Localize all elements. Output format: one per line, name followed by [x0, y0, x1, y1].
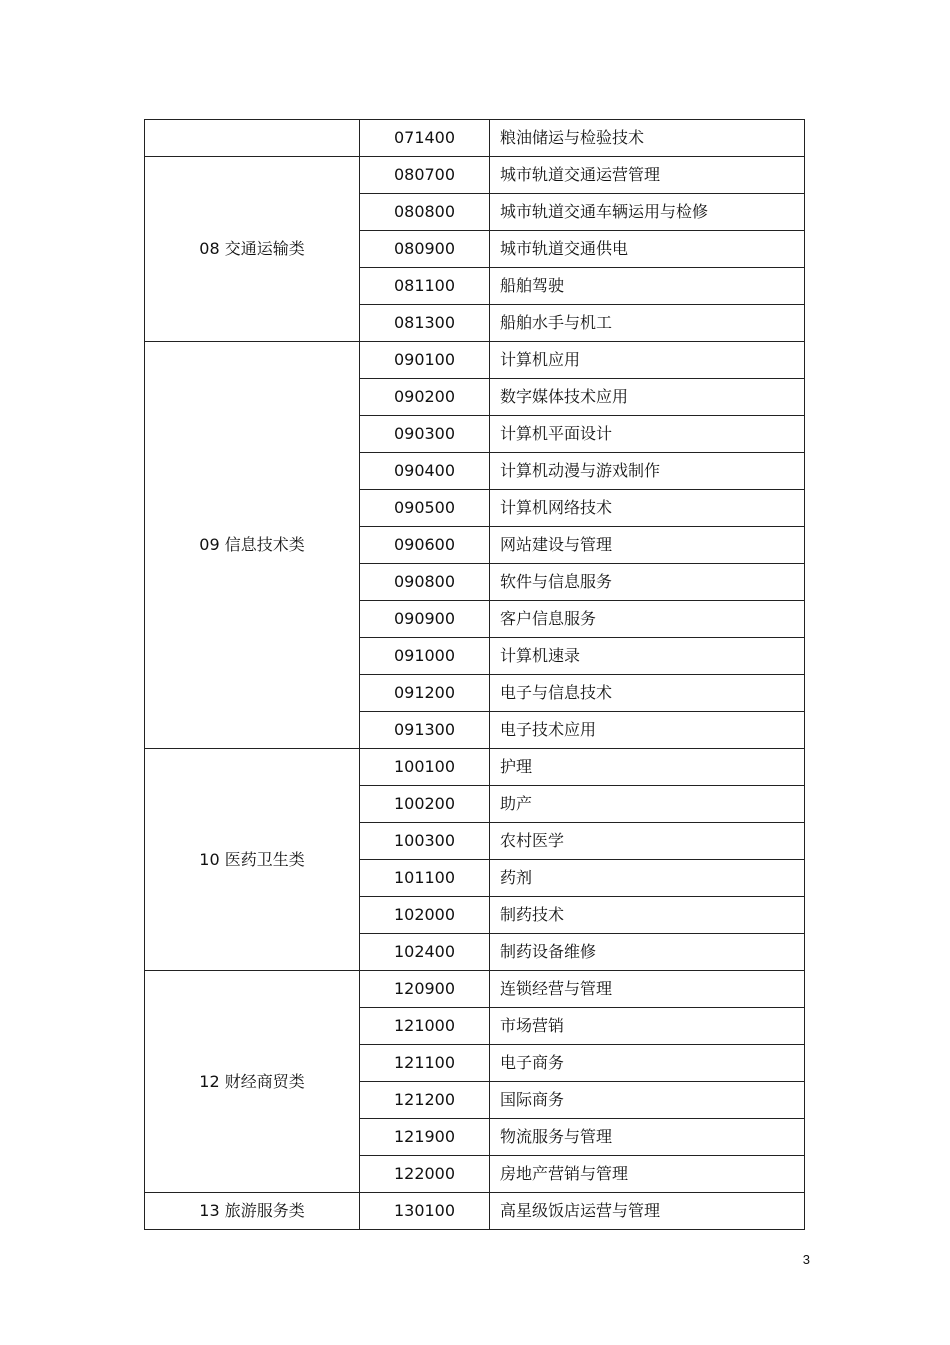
major-name-cell: 房地产营销与管理 [490, 1156, 805, 1193]
majors-table [144, 119, 805, 1230]
table-row [145, 120, 805, 157]
major-name-cell: 数字媒体技术应用 [490, 379, 805, 416]
major-code-cell: 102400 [360, 934, 490, 971]
major-name-cell: 计算机应用 [490, 342, 805, 379]
major-code-cell: 091000 [360, 638, 490, 675]
major-name-cell: 助产 [490, 786, 805, 823]
major-name-cell: 护理 [490, 749, 805, 786]
major-name-cell: 船舶驾驶 [490, 268, 805, 305]
major-name-cell: 电子技术应用 [490, 712, 805, 749]
category-cell: 08 交通运输类 [145, 157, 360, 342]
major-name-cell: 电子与信息技术 [490, 675, 805, 712]
major-name-cell: 电子商务 [490, 1045, 805, 1082]
table-row [145, 157, 805, 194]
major-code-cell: 091300 [360, 712, 490, 749]
major-name-cell: 船舶水手与机工 [490, 305, 805, 342]
major-code-cell: 100300 [360, 823, 490, 860]
major-code-cell: 091200 [360, 675, 490, 712]
major-name-cell: 计算机平面设计 [490, 416, 805, 453]
major-code-cell: 081100 [360, 268, 490, 305]
major-code-cell: 081300 [360, 305, 490, 342]
major-code-cell: 090400 [360, 453, 490, 490]
major-code-cell: 090900 [360, 601, 490, 638]
major-name-cell: 药剂 [490, 860, 805, 897]
major-name-cell: 计算机网络技术 [490, 490, 805, 527]
major-name-cell: 高星级饭店运营与管理 [490, 1193, 805, 1230]
category-cell: 13 旅游服务类 [145, 1193, 360, 1230]
major-name-cell: 制药设备维修 [490, 934, 805, 971]
category-cell: 10 医药卫生类 [145, 749, 360, 971]
major-name-cell: 粮油储运与检验技术 [490, 120, 805, 157]
major-code-cell: 090200 [360, 379, 490, 416]
major-code-cell: 122000 [360, 1156, 490, 1193]
major-name-cell: 连锁经营与管理 [490, 971, 805, 1008]
major-name-cell: 软件与信息服务 [490, 564, 805, 601]
table-row [145, 971, 805, 1008]
major-name-cell: 市场营销 [490, 1008, 805, 1045]
major-name-cell: 计算机动漫与游戏制作 [490, 453, 805, 490]
major-code-cell: 080800 [360, 194, 490, 231]
major-code-cell: 121100 [360, 1045, 490, 1082]
major-code-cell: 090100 [360, 342, 490, 379]
table-body [145, 120, 805, 1230]
major-name-cell: 城市轨道交通供电 [490, 231, 805, 268]
major-code-cell: 101100 [360, 860, 490, 897]
major-name-cell: 制药技术 [490, 897, 805, 934]
major-name-cell: 城市轨道交通车辆运用与检修 [490, 194, 805, 231]
major-code-cell: 080900 [360, 231, 490, 268]
major-code-cell: 080700 [360, 157, 490, 194]
major-code-cell: 121000 [360, 1008, 490, 1045]
category-cell: 12 财经商贸类 [145, 971, 360, 1193]
major-code-cell: 090300 [360, 416, 490, 453]
table-row [145, 749, 805, 786]
major-code-cell: 090800 [360, 564, 490, 601]
major-code-cell: 100100 [360, 749, 490, 786]
major-code-cell: 121900 [360, 1119, 490, 1156]
major-code-cell: 121200 [360, 1082, 490, 1119]
major-name-cell: 客户信息服务 [490, 601, 805, 638]
page-number: 3 [802, 1252, 810, 1267]
category-cell [145, 120, 360, 157]
major-name-cell: 国际商务 [490, 1082, 805, 1119]
major-code-cell: 102000 [360, 897, 490, 934]
table-row [145, 1193, 805, 1230]
major-name-cell: 城市轨道交通运营管理 [490, 157, 805, 194]
major-code-cell: 120900 [360, 971, 490, 1008]
major-code-cell: 090500 [360, 490, 490, 527]
major-code-cell: 071400 [360, 120, 490, 157]
major-name-cell: 计算机速录 [490, 638, 805, 675]
major-name-cell: 农村医学 [490, 823, 805, 860]
major-code-cell: 090600 [360, 527, 490, 564]
major-name-cell: 网站建设与管理 [490, 527, 805, 564]
table-row [145, 342, 805, 379]
category-cell: 09 信息技术类 [145, 342, 360, 749]
major-name-cell: 物流服务与管理 [490, 1119, 805, 1156]
major-code-cell: 100200 [360, 786, 490, 823]
major-code-cell: 130100 [360, 1193, 490, 1230]
